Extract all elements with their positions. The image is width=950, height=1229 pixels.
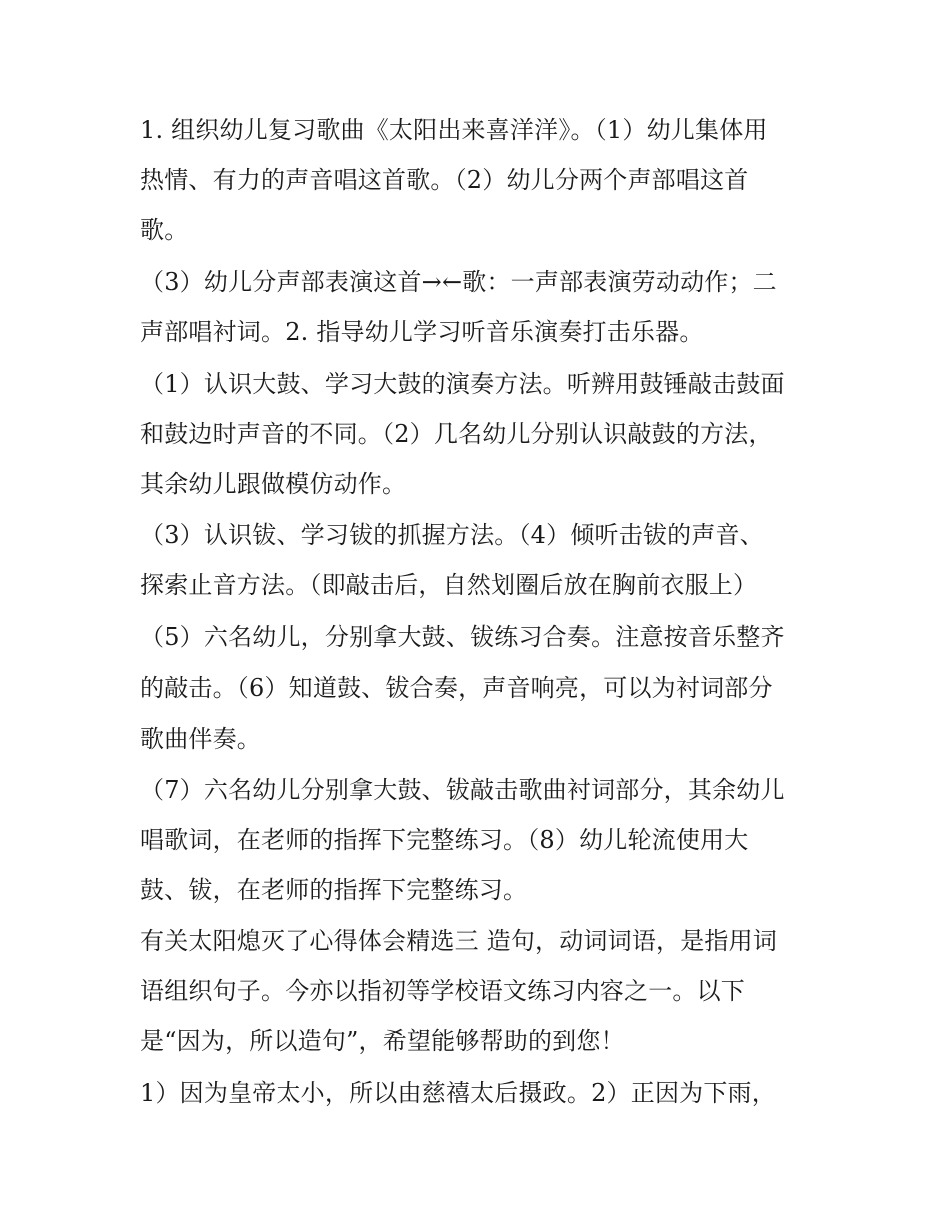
text-line: 歌曲伴奏。 (140, 725, 261, 753)
text-line: 歌。 (140, 216, 189, 244)
text-line: （3）认识钹、学习钹的抓握方法。（4）倾听击钹的声音、 (140, 521, 764, 549)
text-line: 探索止音方法。（即敲击后，自然划圈后放在胸前衣服上） (140, 571, 758, 599)
text-line: 有关太阳熄灭了心得体会精选三 造句，动词词语，是指用词 (140, 927, 778, 955)
text-line: （1）认识大鼓、学习大鼓的演奏方法。听辨用鼓锤敲击鼓面 (140, 370, 785, 398)
text-line: 1）因为皇帝太小，所以由慈禧太后摄政。2）正因为下雨， (140, 1079, 776, 1107)
text-line: 鼓、钹，在老师的指挥下完整练习。 (140, 876, 528, 904)
text-line: （7）六名幼儿分别拿大鼓、钹敲击歌曲衬词部分，其余幼儿 (140, 776, 785, 804)
text-line: 热情、有力的声音唱这首歌。（2）幼儿分两个声部唱这首 (140, 166, 749, 194)
text-line: 1. 组织幼儿复习歌曲《太阳出来喜洋洋》。（1）幼儿集体用 (140, 116, 768, 144)
text-line: 声部唱衬词。2. 指导幼儿学习听音乐演奏打击乐器。 (140, 318, 704, 346)
text-line: 和鼓边时声音的不同。（2）几名幼儿分别认识敲鼓的方法， (140, 420, 773, 448)
text-line: 是“因为，所以造句”，希望能够帮助的到您！ (140, 1027, 625, 1055)
text-line: （5）六名幼儿，分别拿大鼓、钹练习合奏。注意按音乐整齐 (140, 623, 785, 651)
text-line: 语组织句子。今亦以指初等学校语文练习内容之一。以下 (140, 977, 745, 1005)
text-line: 其余幼儿跟做模仿动作。 (140, 470, 407, 498)
text-line: 的敲击。（6）知道鼓、钹合奏，声音响亮，可以为衬词部分 (140, 674, 773, 702)
text-line: （3）幼儿分声部表演这首→←歌：一声部表演劳动动作；二 (140, 268, 777, 296)
text-line: 唱歌词，在老师的指挥下完整练习。（8）幼儿轮流使用大 (140, 826, 749, 854)
